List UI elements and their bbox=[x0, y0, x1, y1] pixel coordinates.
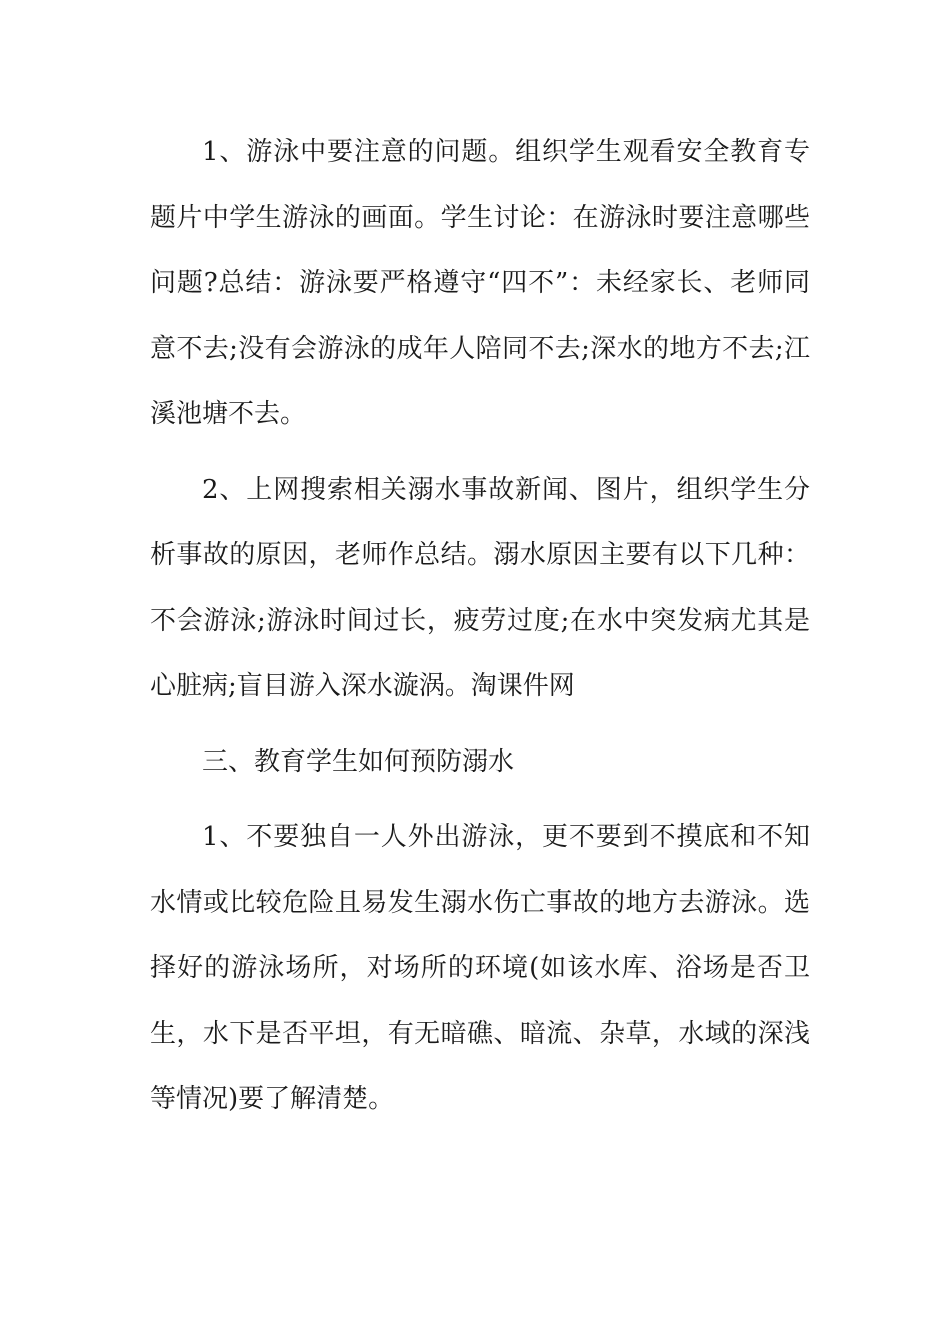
section-heading-prevention: 三、教育学生如何预防溺水 bbox=[202, 746, 515, 777]
document-body bbox=[150, 120, 810, 1133]
paragraph-swimming-precautions: 1、游泳中要注意的问题。组织学生观看安全教育专题片中学生游泳的画面。学生讨论：在游泳时要注意哪些问题?总结：游泳要严格遵守“四不”：未经家长、老师同意不去;没有会游泳的成年人陪同不去;深水的地方不去;江溪池塘不去。 bbox=[150, 137, 810, 429]
paragraph-drowning-causes: 2、上网搜索相关溺水事故新闻、图片，组织学生分析事故的原因，老师作总结。溺水原因主要有以下几种：不会游泳;游泳时间过长，疲劳过度;在水中突发病尤其是心脏病;盲目游入深水漩涡。淘课件网 bbox=[150, 474, 810, 701]
paragraph-prevention-tip-1: 1、不要独自一人外出游泳，更不要到不摸底和不知水情或比较危险且易发生溺水伤亡事故的地方去游泳。选择好的游泳场所，对场所的环境(如该水库、浴场是否卫生，水下是否平坦，有无暗礁、暗流、杂草，水域的深浅等情况)要了解清楚。 bbox=[150, 822, 810, 1114]
